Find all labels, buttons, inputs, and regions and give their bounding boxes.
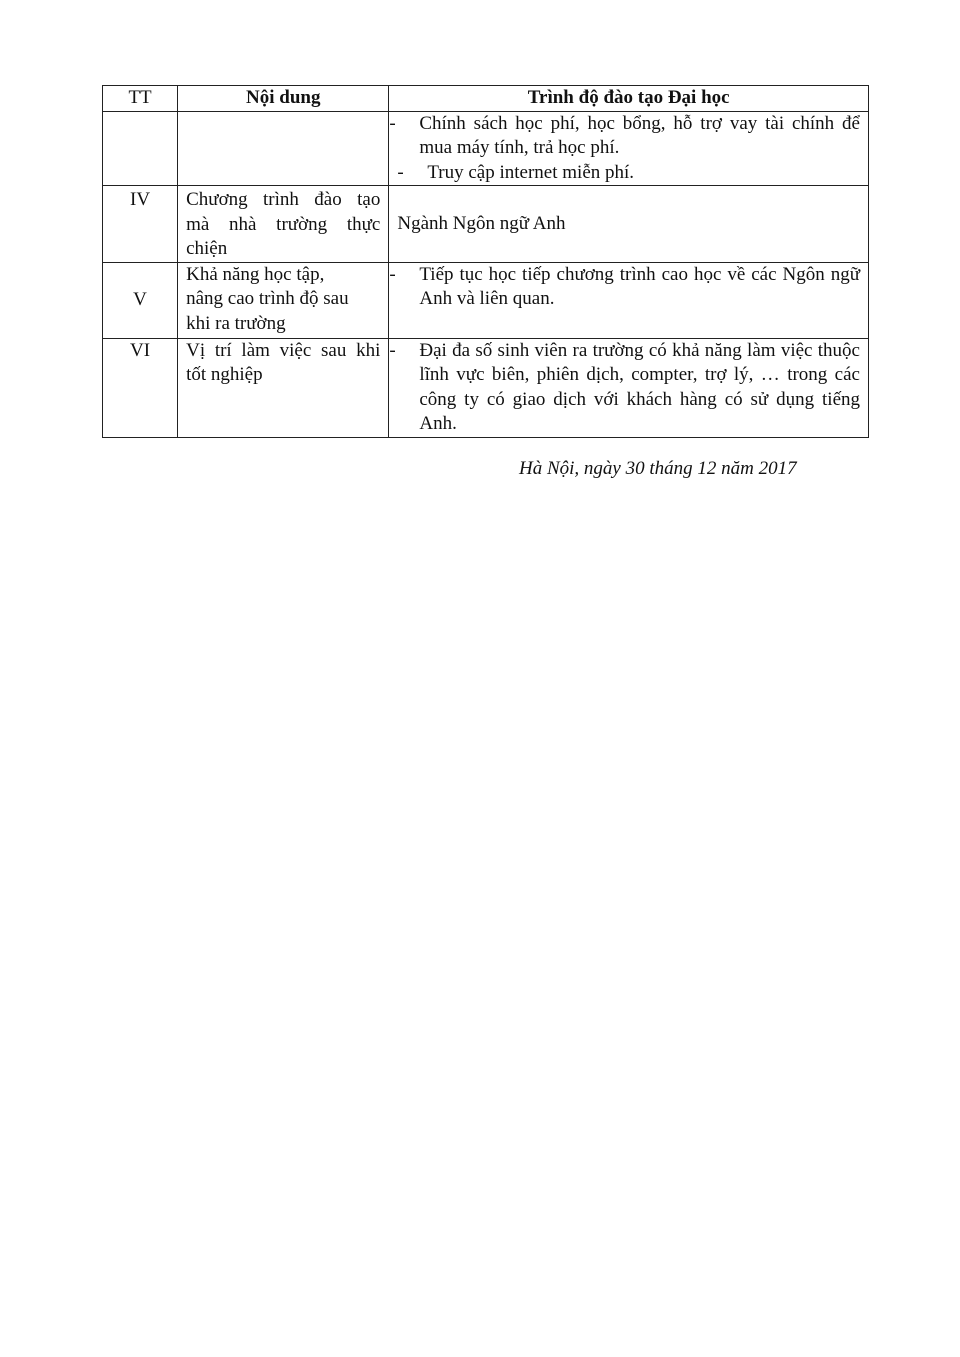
row-content (178, 111, 389, 186)
bullet-dash: - (389, 112, 396, 134)
table-row (103, 262, 869, 338)
bullet-dash: - (389, 339, 396, 361)
bullet-list (389, 112, 860, 186)
content-line: tốt nghiệp (186, 364, 263, 385)
row-tt (103, 111, 178, 186)
row-tt: IV (103, 186, 178, 263)
list-item-text: Chính sách học phí, học bổng, hỗ trợ vay tài chính để mua máy tính, trả học phí. (419, 112, 860, 158)
content-line: nâng cao trình độ sau (186, 288, 349, 309)
list-item (389, 112, 860, 161)
bullet-dash: - (397, 161, 404, 183)
list-item (389, 161, 860, 186)
content-line: chiện (186, 238, 228, 259)
list-item-text: Đại đa số sinh viên ra trường có khả năng làm việc thuộc lĩnh vực biên, phiên dịch, compter, trợ lý, … trong các công ty có giao dịch với khách hàng có sử dụng tiếng Anh. (419, 339, 860, 434)
signature-place-date: Hà Nội, ngày 30 tháng 12 năm 2017 (519, 458, 797, 479)
content-line: Chương trình đào tạo (186, 189, 381, 210)
table-row (103, 111, 869, 186)
row-tt: V (103, 262, 178, 338)
row-level: Ngành Ngôn ngữ Anh (389, 186, 869, 263)
row-level (389, 338, 869, 437)
list-item (389, 263, 860, 312)
row-content (178, 186, 389, 263)
row-content (178, 262, 389, 338)
table-header-row (103, 86, 869, 112)
bullet-list (389, 339, 860, 437)
header-tt: TT (103, 86, 178, 112)
content-line: Vị trí làm việc sau khi (186, 339, 381, 361)
list-item (389, 339, 860, 437)
table-row (103, 338, 869, 437)
content-line: khi ra trường (186, 312, 286, 334)
table-row (103, 186, 869, 263)
header-level: Trình độ đào tạo Đại học (389, 86, 869, 112)
row-level (389, 262, 869, 338)
list-item-text: Tiếp tục học tiếp chương trình cao học về các Ngôn ngữ Anh và liên quan. (419, 263, 860, 309)
row-content (178, 338, 389, 437)
row-level (389, 111, 869, 186)
content-line: Khả năng học tập, (186, 263, 325, 285)
row-tt: VI (103, 338, 178, 437)
content-line: mà nhà trường thực (186, 213, 381, 235)
bullet-dash: - (389, 263, 396, 285)
program-info-table (102, 85, 869, 438)
list-item-text: Truy cập internet miễn phí. (427, 161, 635, 183)
bullet-list (389, 263, 860, 312)
header-content: Nội dung (178, 86, 389, 112)
